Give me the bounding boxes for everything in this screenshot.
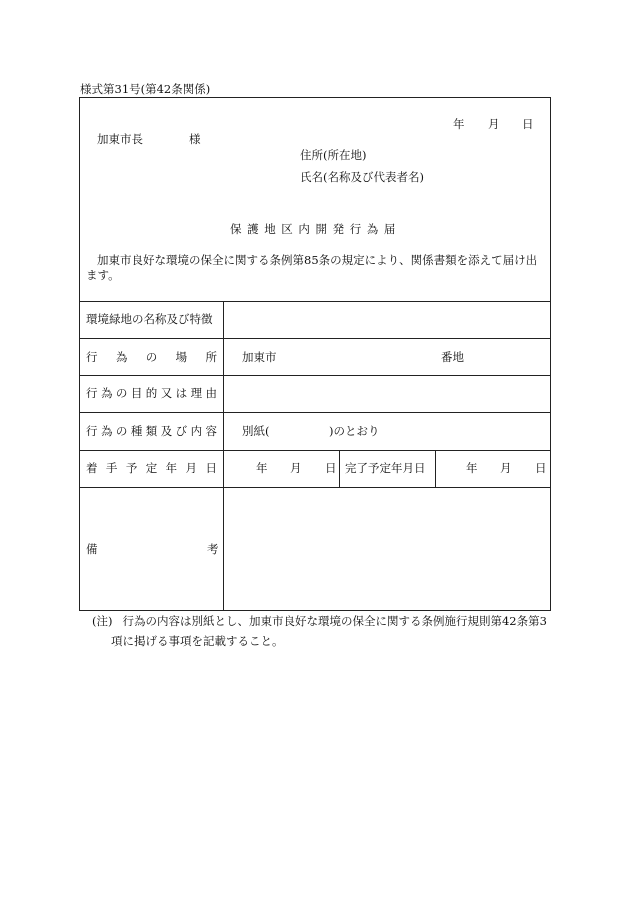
addressee: 加東市長	[97, 132, 143, 146]
location-lot: 番地	[441, 350, 464, 364]
green-area-label: 環境緑地の名称及び特徴	[86, 312, 213, 326]
date-day: 日	[522, 117, 534, 131]
honorific: 様	[189, 132, 201, 146]
document-title: 保護地区内開発行為届	[230, 222, 401, 236]
remarks-label-left: 備	[86, 542, 98, 556]
start-date-label: 着 手 予 定 年 月 日	[86, 461, 217, 475]
type-value-suffix: )のとおり	[329, 424, 380, 438]
date-month: 月	[488, 117, 500, 131]
type-label: 行 為 の 種 類 及 び 内 容	[86, 424, 217, 438]
divider-row-1	[79, 338, 551, 339]
remarks-label-right: 考	[207, 542, 219, 556]
end-year: 年	[466, 461, 478, 475]
schedule-divider-2	[435, 450, 436, 487]
divider-row-3	[79, 412, 551, 413]
note-marker: (注)	[92, 614, 113, 628]
end-day: 日	[535, 461, 547, 475]
note-line-1	[92, 616, 547, 628]
start-day: 日	[325, 461, 337, 475]
divider-row-5	[79, 487, 551, 488]
date-year: 年	[453, 117, 465, 131]
divider-row-2	[79, 375, 551, 376]
start-year: 年	[256, 461, 268, 475]
name-label: 氏名(名称及び代表者名)	[300, 170, 424, 184]
note-line-2: 項に掲げる事項を記載すること。	[111, 634, 284, 648]
end-date-label: 完了予定年月日	[345, 461, 426, 475]
schedule-divider-1	[339, 450, 340, 487]
purpose-label: 行 為 の 目 的 又 は 理 由	[86, 386, 217, 400]
start-month: 月	[290, 461, 302, 475]
divider-row-4	[79, 450, 551, 451]
label-column-divider	[223, 301, 224, 611]
body-text-line-2: ます。	[86, 268, 120, 282]
body-text-line-1: 加東市良好な環境の保全に関する条例第85条の規定により、関係書類を添えて届け出	[97, 253, 538, 267]
divider-header	[79, 301, 551, 302]
note-text-1: 行為の内容は別紙とし、加東市良好な環境の保全に関する条例施行規則第42条第3	[122, 614, 547, 628]
location-label: 行 為 の 場 所	[86, 350, 217, 364]
address-label: 住所(所在地)	[300, 148, 367, 162]
end-month: 月	[500, 461, 512, 475]
type-value-prefix: 別紙(	[242, 424, 270, 438]
location-city: 加東市	[242, 350, 277, 364]
form-id: 様式第31号(第42条関係)	[80, 82, 211, 96]
